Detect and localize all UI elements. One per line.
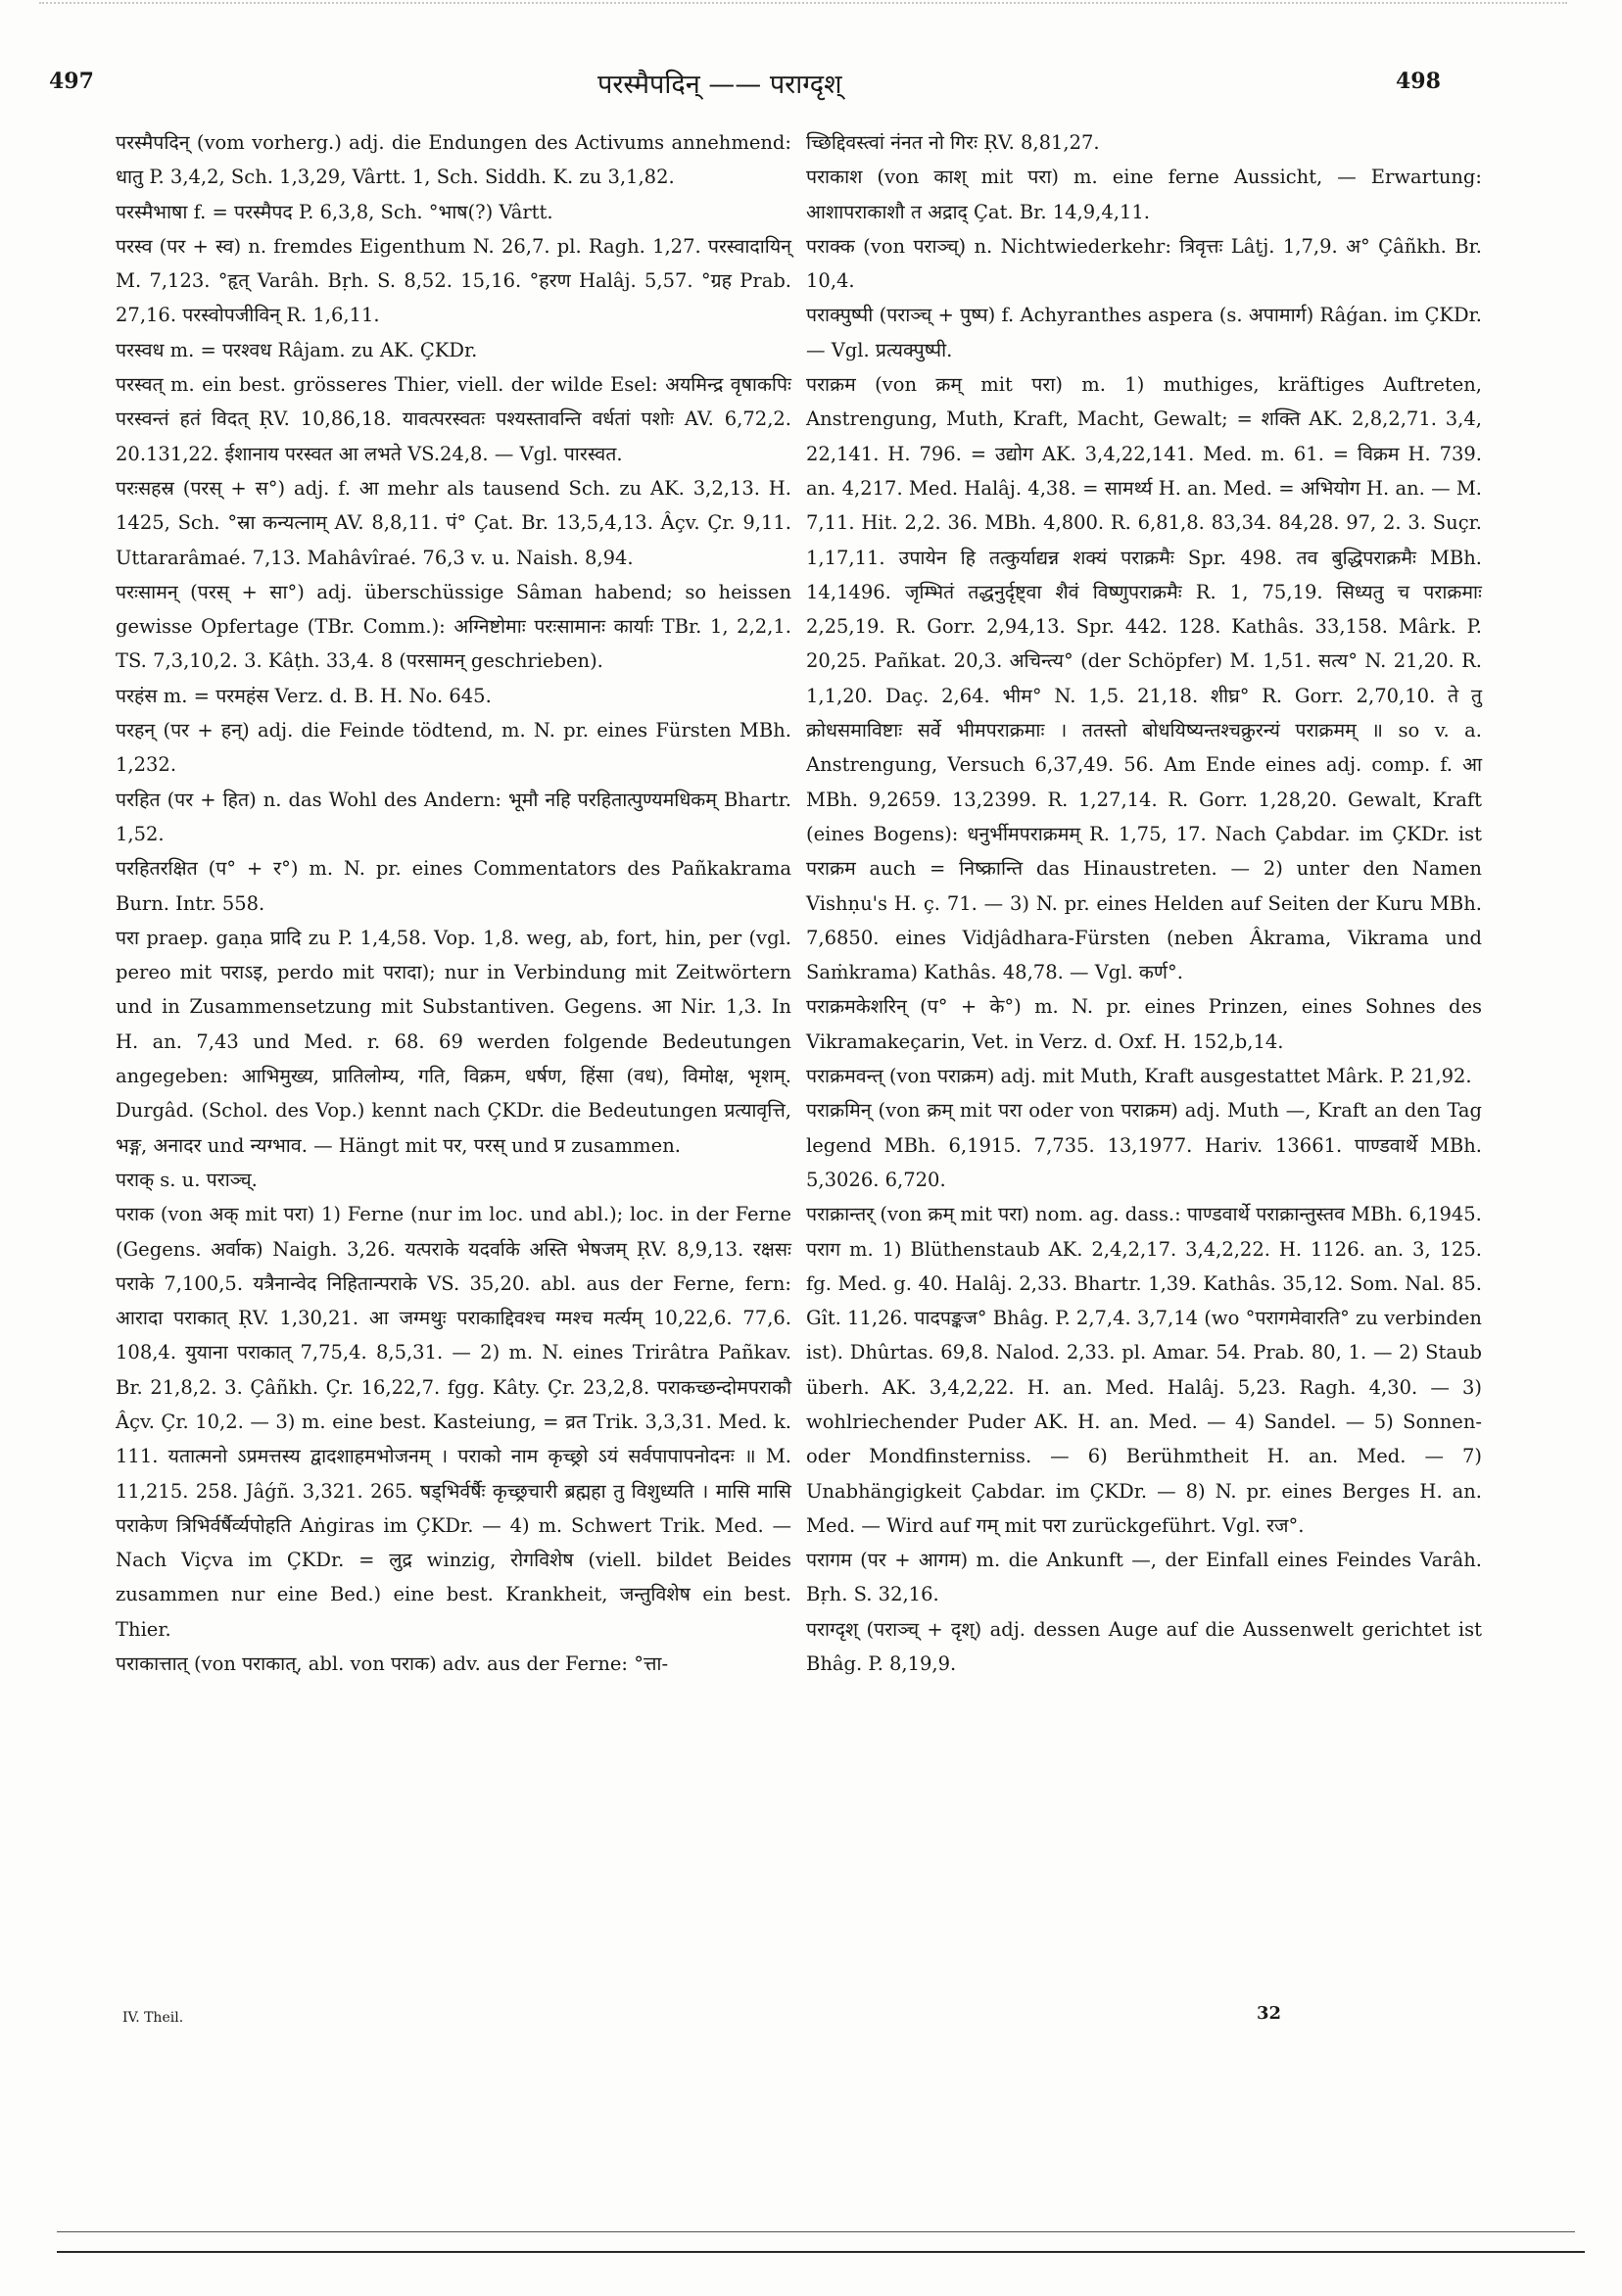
entry-27: पराग्दृश् (पराञ्च् + दृश्) adj. dessen Auge auf die Aussenwelt gerichtet ist Bhâg. P. 8,19,9. — [806, 1617, 1482, 1676]
entry-7: परःसामन् (परस् + सा°) adj. überschüssige Sâman habend; so heissen gewisse Opfertage (TBr. Comm.): अग्निष्टोमाः परःसामानः कार्याः TBr. 1, 2,2,1. TS. 7,3,10,2. 3. Kâṭh. 33,4. 8 (परसामन् geschrieben). — [116, 580, 791, 673]
entry-4: परस्वध m. = परश्वध Râjam. zu AK. ÇKDr. — [116, 338, 478, 361]
entry-23: पराक्रमिन् (von क्रम् mit परा oder von पराक्रम) adj. Muth —, Kraft an den Tag legend MBh. 6,1915. 7,735. 13,1977. Hariv. 13661. पाण्डवार्थे MBh. 5,3026. 6,720. — [806, 1099, 1482, 1191]
entry-12: परा praep. gaṇa प्रादि zu P. 1,4,58. Vop. 1,8. weg, ab, fort, hin, per (vgl. pereo mit पराऽइ, perdo mit परादा); nur in Verbindung mit Zeitwörtern und in Zusammensetzung mit Substantiven. Gegens. आ Nir. 1,3. In H. an. 7,43 und Med. r. 68. 69 werden folgende Bedeutungen angegeben: आभिमुख्य, प्रातिलोम्य, गति, विक्रम, धर्षण, हिंसा (वध), विमोक्ष, भृशम्. Durgâd. (Schol. des Vop.) kennt nach ÇKDr. die Bedeutungen प्रत्यावृत्ति, भङ्ग, अनादर und न्यग्भाव. — Hängt mit पर, परस् und प्र zusammen. — [116, 926, 791, 1157]
top-border — [39, 2, 1567, 7]
entry-14: पराक (von अक् mit परा) 1) Ferne (nur im loc. und abl.); loc. in der Ferne (Gegens. अर्वाक) Naigh. 3,26. यत्पराके यदर्वाके अस्ति भेषजम् ṚV. 8,9,13. रक्षसः पराके 7,100,5. यत्रैनान्वेद निहितान्पराके VS. 35,20. abl. aus der Ferne, fern: आरादा पराकात् ṚV. 1,30,21. आ जग्मथुः पराकाद्दिवश्च ग्मश्च मर्त्यम् 10,22,6. 77,6. 108,4. युयाना पराकात् 7,75,4. 8,5,31. — 2) m. N. eines Trirâtra Pañkav. Br. 21,8,2. 3. Çâñkh. Çr. 16,22,7. fgg. Kâty. Çr. 23,2,8. पराकच्छन्दोमपराकौ Âçv. Çr. 10,2. — 3) m. eine best. Kasteiung, = व्रत Trik. 3,3,31. Med. k. 111. यतात्मनो ऽप्रमत्तस्य द्वादशाहमभोजनम् । पराको नाम कृच्छ्रो ऽयं सर्वपापापनोदनः ॥ M. 11,215. 258. Jâǵñ. 3,321. 265. षड्भिर्वर्षैः कृच्छ्रचारी ब्रह्महा तु विशुध्यति । मासि मासि पराकेण त्रिभिर्वर्षैर्व्यपोहति Aṅgiras im ÇKDr. — 4) m. Schwert Trik. Med. — Nach Viçva im ÇKDr. = लुद्र winzig, रोगविशेष (viell. bildet Beides zusammen nur eine Bed.) eine best. Krankheit, जन्तुविशेष ein best. Thier. — [116, 1203, 791, 1641]
entry-16: च्छिद्दिवस्त्वां नंनत नो गिरः ṚV. 8,81,27. — [806, 131, 1100, 154]
right-column — [806, 125, 1482, 1681]
bottom-rule-thick — [57, 2251, 1585, 2253]
entry-26: परागम (पर + आगम) m. die Ankunft —, der Einfall eines Feindes Varâh. Bṛh. S. 32,16. — [806, 1549, 1482, 1606]
left-column — [116, 125, 791, 1681]
entry-1: परस्मैपदिन् (vom vorherg.) adj. die Endungen des Activums annehmend: धातु P. 3,4,2, Sch. 1,3,29, Vârtt. 1, Sch. Siddh. K. zu 3,1,82. — [116, 131, 791, 189]
page-number-left: 497 — [49, 69, 94, 94]
running-head: परस्मैपदिन् —— पराग्दृश् — [597, 70, 842, 100]
signature-mark: 32 — [1257, 2003, 1282, 2024]
entry-18: पराक्क (von पराञ्च्) n. Nichtwiederkehr: त्रिवृत्तः Lâṭj. 1,7,9. अ° Çâñkh. Br. 10,4. — [806, 234, 1482, 293]
entry-21: पराक्रमकेशरिन् (प° + के°) m. N. pr. eines Prinzen, eines Sohnes des Vikramakeçarin, Vet. in Verz. d. Oxf. H. 152,b,14. — [806, 995, 1482, 1053]
entry-13: पराक् s. u. पराञ्च्. — [116, 1168, 258, 1191]
entry-5: परस्वत् m. ein best. grösseres Thier, viell. der wilde Esel: अयमिन्द्र वृषाकपिः परस्वन्तं हतं विदत् ṚV. 10,86,18. यावत्परस्वतः पश्यस्तावन्ति वर्धतां पशोः AV. 6,72,2. 20.131,22. ईशानाय परस्वत आ लभते VS.24,8. — Vgl. पारस्वत. — [116, 373, 791, 465]
page-number-right: 498 — [1396, 69, 1441, 94]
entry-20: पराक्रम (von क्रम् mit परा) m. 1) muthiges, kräftiges Auftreten, Anstrengung, Muth, Kraft, Macht, Gewalt; = शक्ति AK. 2,8,2,71. 3,4, 22,141. H. 796. = उद्योग AK. 3,4,22,141. Med. m. 61. = विक्रम H. 739. an. 4,217. Med. Halâj. 4,38. = सामर्थ्य H. an. Med. = अभियोग H. an. — M. 7,11. Hit. 2,2. 36. MBh. 4,800. R. 6,81,8. 83,34. 84,28. 97, 2. 3. Suçr. 1,17,11. उपायेन हि तत्कुर्याद्यन्न शक्यं पराक्रमैः Spr. 498. तव बुद्धिपराक्रमैः MBh. 14,1496. जृम्भितं तद्धनुर्दृष्ट्वा शैवं विष्णुपराक्रमैः R. 1, 75,19. सिध्यतु च पराक्रमाः 2,25,19. R. Gorr. 2,94,13. Spr. 442. 128. Kathâs. 33,158. Mârk. P. 20,25. Pañkat. 20,3. अचिन्त्य° (der Schöpfer) M. 1,51. सत्य° N. 21,20. R. 1,1,20. Daç. 2,64. भीम° N. 1,5. 21,18. शीघ्र° R. Gorr. 2,70,10. ते तु क्रोधसमाविष्टाः सर्वे भीमपराक्रमाः । ततस्तो बोधयिष्यन्तश्चक्रुरन्यं पराक्रमम् ॥ so v. a. Anstrengung, Versuch 6,37,49. 56. Am Ende eines adj. comp. f. आ MBh. 9,2659. 13,2399. R. 1,27,14. R. Gorr. 1,28,20. Gewalt, Kraft (eines Bogens): धनुर्भीमपराक्रमम् R. 1,75, 17. Nach Çabdar. im ÇKDr. ist पराक्रम auch = निष्क्रान्ति das Hinaustreten. — 2) unter den Namen Vishṇu's H. ç. 71. — 3) N. pr. eines Helden auf Seiten der Kuru MBh. 7,6850. eines Vidjâdhara-Fürsten (neben Âkrama, Vikrama und Saṁkrama) Kathâs. 48,78. — Vgl. कर्ण°. — [806, 373, 1482, 984]
entry-11: परहितरक्षित (प° + र°) m. N. pr. eines Commentators des Pañkakrama Burn. Intr. 558. — [116, 857, 791, 915]
entry-24: पराक्रान्तर् (von क्रम् mit परा) nom. ag. dass.: पाण्डवार्थे पराक्रान्तुस्तव MBh. 6,1945. — [806, 1203, 1482, 1226]
entry-10: परहित (पर + हित) n. das Wohl des Andern: भूमौ नहि परहितात्पुण्यमधिकम् Bhartr. 1,52. — [116, 788, 791, 845]
entry-25: पराग m. 1) Blüthenstaub AK. 2,4,2,17. 3,4,2,22. H. 1126. an. 3, 125. fg. Med. g. 40. Halâj. 2,33. Bhartr. 1,39. Kathâs. 35,12. Som. Nal. 85. Gît. 11,26. पादपङ्कज° Bhâg. P. 2,7,4. 3,7,14 (wo °परागमेवारति° zu verbinden ist). Dhûrtas. 69,8. Nalod. 2,33. pl. Amar. 54. Prab. 80, 1. — 2) Staub überh. AK. 3,4,2,22. H. an. Med. Halâj. 5,23. Ragh. 4,30. — 3) wohlriechender Puder AK. H. an. Med. — 4) Sandel. — 5) Sonnen- oder Mondfinsterniss. — 6) Berühmtheit H. an. Med. — 7) Unabhängigkeit Çabdar. im ÇKDr. — 8) N. pr. eines Berges H. an. Med. — Wird auf गम् mit परा zurückgeführt. Vgl. रज°. — [806, 1237, 1482, 1537]
entry-15: पराकात्तात् (von पराकात्, abl. von पराक) adv. aus der Ferne: °त्ता- — [116, 1652, 669, 1676]
entry-8: परहंस m. = परमहंस Verz. d. B. H. No. 645. — [116, 684, 492, 707]
entry-17: पराकाश (von काश् mit परा) m. eine ferne Aussicht, — Erwartung: आशापराकाशौ त अद्राद् Çat. Br. 14,9,4,11. — [806, 166, 1482, 223]
entry-9: परहन् (पर + हन्) adj. die Feinde tödtend, m. N. pr. eines Fürsten MBh. 1,232. — [116, 719, 791, 777]
entry-19: पराक्पुष्पी (पराञ्च् + पुष्प) f. Achyranthes aspera (s. अपामार्ग) Râǵan. im ÇKDr. — Vgl. प्रत्यक्पुष्पी. — [806, 304, 1482, 361]
volume-note: IV. Theil. — [122, 2010, 184, 2026]
entry-3: परस्व (पर + स्व) n. fremdes Eigenthum N. 26,7. pl. Ragh. 1,27. परस्वादायिन् M. 7,123. °हृत् Varâh. Bṛh. S. 8,52. 15,16. °हरण Halâj. 5,57. °ग्रह Prab. 27,16. परस्वोपजीविन् R. 1,6,11. — [116, 234, 791, 327]
bottom-rule-thin — [57, 2231, 1575, 2232]
page-header — [49, 65, 1450, 104]
entry-2: परस्मैभाषा f. = परस्मैपद P. 6,3,8, Sch. °भाष(?) Vârtt. — [116, 200, 553, 223]
entry-22: पराक्रमवन्त् (von पराक्रम) adj. mit Muth, Kraft ausgestattet Mârk. P. 21,92. — [806, 1065, 1472, 1088]
entry-6: परःसहस्र (परस् + स°) adj. f. आ mehr als tausend Sch. zu AK. 3,2,13. H. 1425, Sch. °स्रा कन्यत्नाम् AV. 8,8,11. पं° Çat. Br. 13,5,4,13. Âçv. Çr. 9,11. Uttararâmaé. 7,13. Mahâvîraé. 76,3 v. u. Naish. 8,94. — [116, 476, 791, 569]
